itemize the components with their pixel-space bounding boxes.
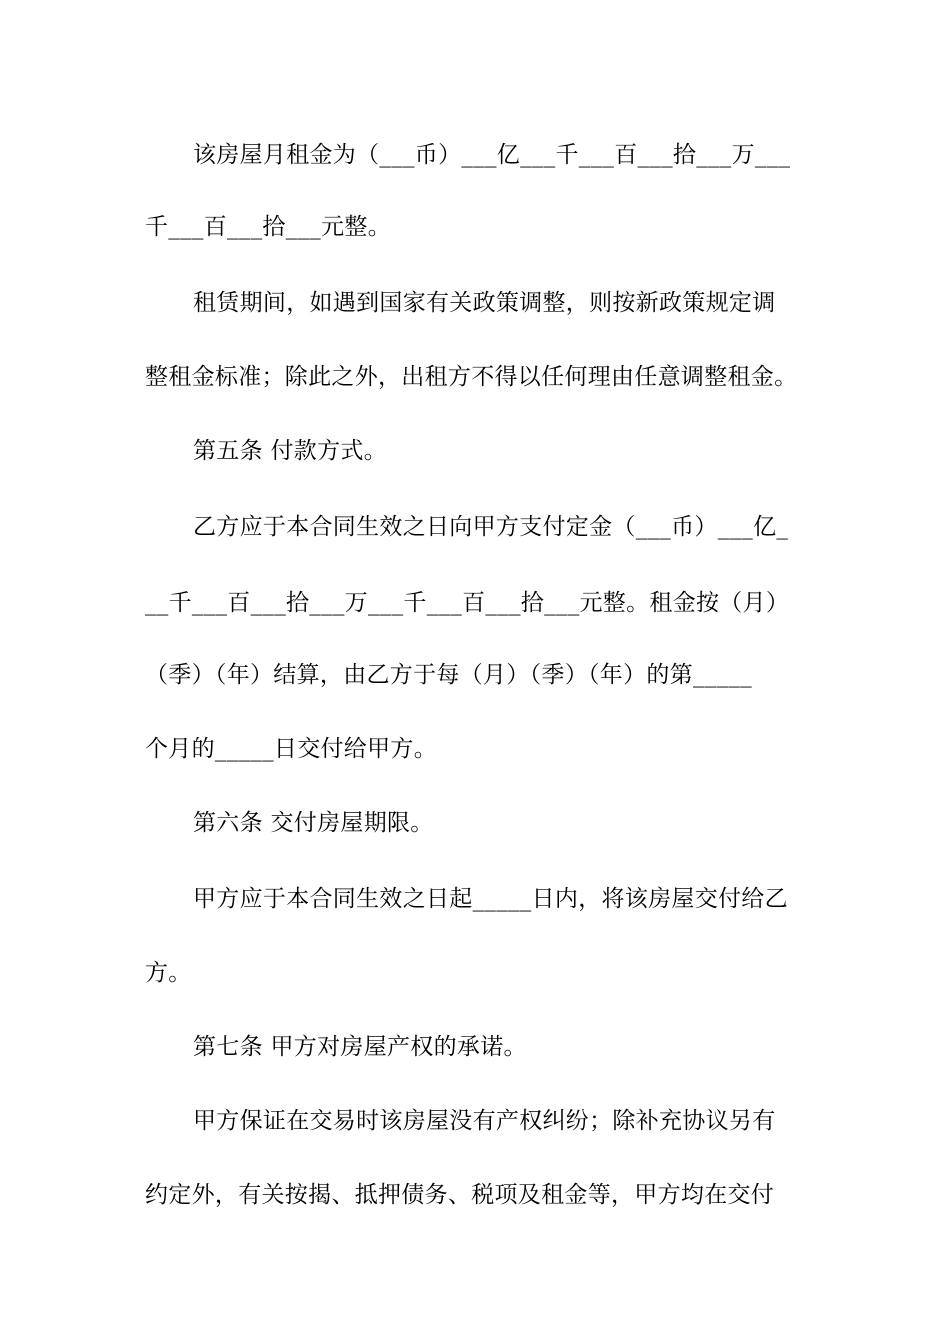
ownership-paragraph: 甲方保证在交易时该房屋没有产权纠纷；除补充协议另有 <box>193 1108 776 1134</box>
deposit-paragraph-cont-3: 个月的_____日交付给甲方。 <box>145 736 437 762</box>
rent-adjust-paragraph: 租赁期间，如遇到国家有关政策调整，则按新政策规定调 <box>193 290 776 316</box>
rent-amount-line: 该房屋月租金为（___币）___亿___千___百___拾___万___ <box>193 142 791 168</box>
delivery-paragraph: 甲方应于本合同生效之日起_____日内，将该房屋交付给乙 <box>193 886 788 912</box>
article-6-heading: 第六条 交付房屋期限。 <box>193 810 434 836</box>
ownership-paragraph-cont: 约定外，有关按揭、抵押债务、税项及租金等，甲方均在交付 <box>145 1182 775 1208</box>
article-7-heading: 第七条 甲方对房屋产权的承诺。 <box>193 1034 527 1060</box>
article-5-heading: 第五条 付款方式。 <box>193 438 388 464</box>
rent-adjust-paragraph-cont: 整租金标准；除此之外，出租方不得以任何理由任意调整租金。 <box>145 364 798 390</box>
rent-amount-line-cont: 千___百___拾___元整。 <box>145 214 391 240</box>
delivery-paragraph-cont: 方。 <box>145 960 192 986</box>
deposit-paragraph-cont-2: （季）（年）结算，由乙方于每（月）（季）（年）的第_____ <box>145 662 752 688</box>
deposit-paragraph-cont-1: __千___百___拾___万___千___百___拾___元整。租金按（月） <box>145 590 790 616</box>
deposit-paragraph: 乙方应于本合同生效之日向甲方支付定金（___币）___亿_ <box>193 514 789 540</box>
